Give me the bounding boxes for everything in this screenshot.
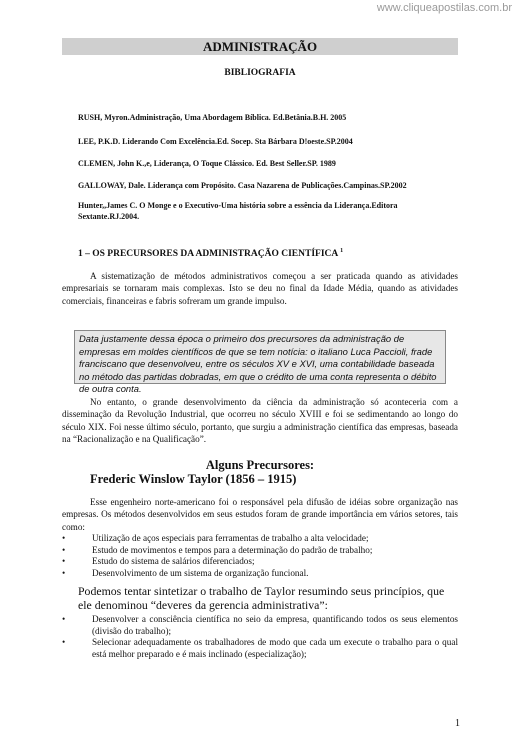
- precursors-heading: Alguns Precursores:: [205, 458, 315, 472]
- bullet-icon: •: [62, 556, 66, 567]
- taylor-heading: Frederic Winslow Taylor (1856 – 1915): [90, 472, 297, 486]
- reference-item: GALLOWAY, Dale. Liderança com Propósito. Casa Nazarena de Publicações.Campinas.SP.2002: [78, 181, 407, 190]
- intro-paragraph: A sistematização de métodos administrativos começou a ser praticada quando as atividades empresariais se tornaram mais complexas. Isto se deu no final da Idade Média, quando as atividades comerciais, financeiras e fabris sofreram um grande impulso.: [62, 271, 458, 306]
- bullet-icon: •: [62, 533, 66, 543]
- list-item: • Selecionar adequadamente os trabalhadores de modo que cada um execute o trabalho para o qual está melhor preparado e é mais inclinado (especialização);: [62, 637, 458, 659]
- site-watermark: www.cliqueapostilas.com.br: [376, 2, 512, 14]
- list-item: • Desenvolver a consciência científica no seio da empresa, quantificando todos os seus elementos (divisão do trabalho);: [62, 614, 458, 636]
- highlight-box: Data justamente dessa época o primeiro dos precursores da administração de empresas em moldes científicos de que se tem notícia: o italiano Luca Paccioli, frade franciscano que desenvolveu, entre os séculos XV e XVI, uma contabilidade baseada no método das partidas dobradas, em que o crédito de uma conta representa o débito de outra conta.: [74, 330, 446, 384]
- revolution-paragraph: No entanto, o grande desenvolvimento da ciência da administração só aconteceria com a disseminação da Revolução Industrial, que ocorreu no século XVIII e foi se sedimentando ao longo do século XIX. Foi nesse último século, portanto, que surgiu a administração científica das empresas, baseada na “Racionalização e na Qualificação”.: [62, 397, 458, 445]
- reference-item: CLEMEN, John K.,e, Liderança, O Toque Clássico. Ed. Best Seller.SP. 1989: [78, 159, 336, 168]
- bullet-icon: •: [62, 614, 66, 624]
- footnote-marker: 1: [340, 248, 344, 254]
- principles-intro: Podemos tentar sintetizar o trabalho de Taylor resumindo seus princípios, que ele denominou “deveres da gerencia administrativa”:: [78, 584, 445, 612]
- bullet-icon: •: [62, 567, 66, 578]
- reference-item: Hunter,,James C. O Monge e o Executivo-Uma história sobre a essência da Liderança.Editora Sextante.RJ.2004.: [78, 201, 398, 221]
- bibliography-heading: BIBLIOGRAFIA: [224, 68, 296, 78]
- reference-item: LEE, P.K.D. Liderando Com Excelência.Ed. Socep. Sta Bárbara D!oeste.SP.2004: [78, 137, 353, 146]
- bullet-icon: •: [62, 544, 66, 555]
- section-heading-text: 1 – OS PRECURSORES DA ADMINISTRAÇÃO CIENTÍFICA: [78, 249, 338, 260]
- page-title: ADMINISTRAÇÃO: [62, 38, 458, 55]
- principles-list: [62, 614, 458, 660]
- section-heading: [78, 248, 343, 259]
- list-item: • Utilização de aços especiais para ferramentas de trabalho a alta velocidade;: [62, 533, 369, 543]
- list-item: • Desenvolvimento de um sistema de organização funcional.: [62, 567, 309, 578]
- list-item: • Estudo do sistema de salários diferenciados;: [62, 556, 255, 567]
- bullet-icon: •: [62, 637, 66, 648]
- methods-list: [62, 533, 458, 579]
- reference-item: RUSH, Myron.Administração, Uma Abordagem Bíblica. Ed.Betânia.B.H. 2005: [78, 113, 347, 122]
- page-number: 1: [455, 718, 460, 729]
- taylor-paragraph: Esse engenheiro norte-americano foi o responsável pela difusão de idéias sobre organização nas empresas. Os métodos desenvolvidos em seus estudos foram de grande importância em vários setores, tais como:: [62, 497, 458, 532]
- list-item: • Estudo de movimentos e tempos para a determinação do padrão de trabalho;: [62, 544, 373, 555]
